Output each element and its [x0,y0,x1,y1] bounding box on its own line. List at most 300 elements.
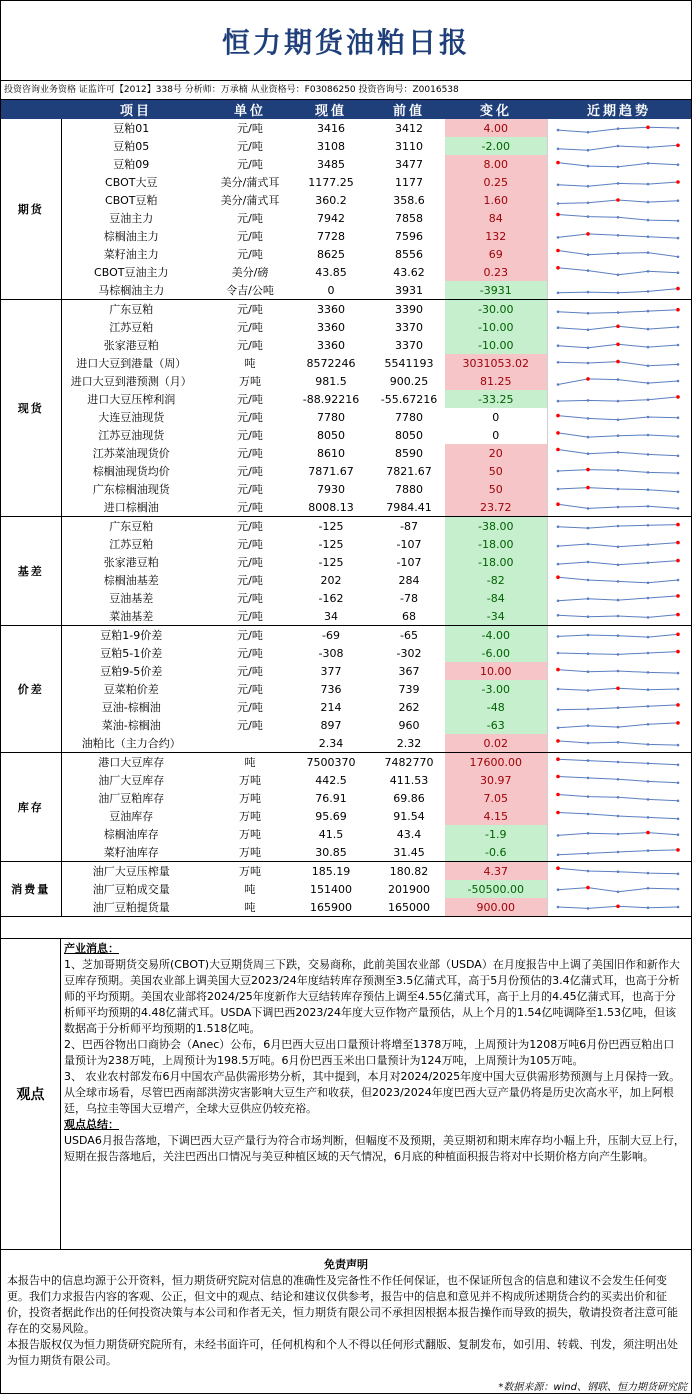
current-value-cell: 377 [320,664,342,678]
sparkline-point [616,687,620,691]
current-value-cell: 2.34 [289,734,373,753]
unit-cell: 元/吨 [211,498,289,517]
sparkline-point [676,633,680,637]
table-row [1,626,691,645]
item-cell: 豆粕01 [113,122,150,135]
previous-value-cell: 69.86 [393,791,425,805]
sparkline-point [616,706,619,709]
item-cell: CBOT豆粕 [105,194,158,207]
sparkline-point [586,149,589,152]
change-cell: -33.25 [445,390,547,408]
trend-cell [547,553,691,571]
summary-paragraph: USDA6月报告落地，下调巴西大豆产量行为符合市场判断，但幅度不及预期，美豆期初和期末库存均小幅上升，压制大豆上行，短期在报告落地后，关注巴西出口情况与美豆种植区域的天气情况，6月底的种植面积报告将对中长期价格方向产生影响。 [64,1134,685,1163]
trend-cell [547,191,691,209]
sparkline [548,245,688,263]
sparkline-point [586,886,590,890]
sparkline-point [676,344,679,347]
sparkline [548,843,688,861]
header-unit: 单位 [211,100,289,119]
sparkline [548,426,688,444]
item-cell: 油厂大豆压榨量 [92,865,170,878]
sparkline [548,589,688,607]
previous-value-cell: 411.53 [389,773,429,787]
sparkline-point [676,848,680,852]
sparkline-point [646,798,649,801]
sparkline-point [556,600,559,603]
change-cell: 69 [445,245,547,263]
sparkline [548,408,688,426]
table-row [1,408,691,426]
current-value-cell: 7500370 [306,755,356,769]
table-row [1,680,691,698]
news-paragraph-2: 2、巴西谷物出口商协会（Anec）公布，6月巴西大豆出口量预计将增至1378万吨，上周预计为1208万吨6月份巴西豆粕出口量预计为238万吨，上周预计为198.5万吨。6月份巴西玉米出口量预计为124万吨，上周预计为105万吨。 [64,1038,675,1067]
sparkline-point [676,764,679,767]
sparkline-point [556,652,559,655]
item-cell: 菜籽油库存 [61,843,211,862]
sparkline-point [556,292,559,295]
trend-cell [547,426,691,444]
trend-cell [547,880,691,898]
sparkline-point [616,546,619,549]
header-trend: 近期趋势 [547,100,691,119]
sparkline-point [616,198,620,202]
trend-cell [547,227,691,245]
table-row [1,698,691,716]
sparkline-point [676,416,679,419]
item-cell: 油厂豆粕库存 [98,792,165,805]
unit-cell: 万吨 [239,810,261,823]
unit-cell: 元/吨 [237,483,263,496]
sparkline [548,263,688,281]
sparkline-point [556,213,560,217]
unit-cell: 元/吨 [237,230,263,243]
current-value-cell: 7942 [317,211,345,225]
table-row [1,336,691,354]
unit-cell: 吨 [211,898,289,917]
previous-value-cell: 8050 [395,428,423,442]
trend-cell [547,734,691,753]
sparkline [548,191,688,209]
sparkline [548,734,688,752]
sparkline-point [646,290,649,293]
current-value-cell: 30.85 [289,843,373,862]
item-cell: 油厂豆粕成交量 [92,883,170,896]
unit-cell: 元/吨 [237,122,263,135]
sparkline [548,807,688,825]
trend-cell [547,173,691,191]
current-value-cell: 8050 [317,428,345,442]
previous-value-cell: 7984.41 [373,498,445,517]
sparkline-point [556,414,560,418]
sparkline [548,626,688,644]
table-row [1,843,691,862]
change-cell: 900.00 [445,898,547,917]
table-row [1,535,691,553]
change-cell: 23.72 [445,498,547,517]
table-row [1,318,691,336]
disclaimer-section [1,1251,691,1369]
current-value-cell: 8008.13 [289,498,373,517]
sparkline-point [586,131,589,134]
current-value-cell: 8625 [317,247,345,261]
change-cell: 81.25 [445,372,547,390]
sparkline [548,390,688,408]
sparkline-point [586,708,589,711]
sparkline-point [616,274,619,277]
sparkline-point [616,525,619,528]
table-row [1,480,691,498]
change-cell: -82 [445,571,547,589]
change-cell: 4.37 [445,862,547,881]
item-cell: 江苏豆油现货 [98,429,165,442]
sparkline-point [616,580,619,583]
sparkline [548,880,688,898]
change-cell: 3031053.02 [445,354,547,372]
sparkline-point [676,650,680,654]
trend-cell [547,408,691,426]
unit-cell: 元/吨 [237,321,263,334]
current-value-cell: 7780 [317,410,345,424]
sparkline-point [676,873,679,876]
sparkline-point [646,849,649,852]
current-value-cell: 3485 [317,157,345,171]
sparkline-point [616,653,619,656]
sparkline-point [556,727,559,730]
item-cell: CBOT大豆 [105,176,158,189]
sparkline-point [586,291,589,294]
sparkline-point [616,182,619,185]
sparkline-point [556,249,560,253]
unit-cell: 元/吨 [237,556,263,569]
sparkline [548,227,688,245]
sparkline-point [646,505,649,508]
opinion-category: 观点 [1,939,61,1249]
table-row [1,372,691,390]
sparkline-point [616,870,619,873]
previous-value-cell: 165000 [373,898,445,917]
change-cell: 0.02 [445,734,547,753]
sparkline [548,498,688,516]
sparkline-point [616,378,619,381]
current-value-cell: 7871.67 [308,464,354,478]
unit-cell: 元/吨 [237,447,263,460]
sparkline-point [616,905,620,909]
table-row [1,300,691,319]
category-cell: 期货 [1,119,61,300]
table-body [1,119,691,917]
previous-value-cell: 7858 [395,211,423,225]
sparkline [548,300,688,318]
current-value-cell: 3108 [317,139,345,153]
category-cell: 现货 [1,300,61,517]
sparkline-point [586,870,589,873]
sparkline-point [586,852,589,855]
sparkline-point [646,597,649,600]
sparkline-point [586,543,589,546]
table-row [1,173,691,191]
sparkline-point [646,201,649,204]
previous-value-cell: -78 [400,591,418,605]
table-row [1,263,691,281]
sparkline-point [556,431,560,435]
sparkline-point [556,129,559,132]
sparkline-point [646,235,649,238]
sparkline-point [646,434,649,437]
current-value-cell: -69 [322,628,340,642]
sparkline [548,698,688,716]
item-cell: 豆粕05 [113,140,150,153]
sparkline-point [676,163,679,166]
current-value-cell: 8610 [317,446,345,460]
change-cell: 132 [445,227,547,245]
trend-cell [547,716,691,734]
sparkline-point [556,311,559,314]
sparkline-point [616,506,619,509]
change-cell: 10.00 [445,662,547,680]
trend-cell [547,789,691,807]
sparkline-point [556,502,560,506]
sparkline-point [646,346,649,349]
sparkline-point [556,811,560,815]
unit-cell: 美分/蒲式耳 [220,176,280,189]
current-value-cell: -125 [318,537,344,551]
current-value-cell: 202 [320,573,342,587]
sparkline-point [646,831,650,835]
sparkline-point [556,236,559,239]
sparkline-point [616,469,619,472]
sparkline-point [646,416,649,419]
sparkline-point [676,613,680,617]
sparkline-point [616,761,619,764]
table-row [1,716,691,734]
trend-cell [547,807,691,825]
item-cell: 进口棕榈油 [61,498,211,517]
sparkline [548,716,688,734]
previous-value-cell: -87 [400,519,418,533]
sparkline-point [556,614,559,617]
sparkline-point [556,888,559,891]
current-value-cell: 897 [320,718,342,732]
current-value-cell: 360.2 [315,193,347,207]
sparkline-point [556,161,560,165]
sparkline [548,372,688,390]
current-value-cell: -125 [318,555,344,569]
item-cell: 江苏菜油现货价 [92,447,170,460]
sparkline-point [646,310,649,313]
item-cell: 豆粕09 [113,158,150,171]
sparkline-point [646,219,649,222]
sparkline-point [556,148,559,151]
sparkline-point [616,726,619,729]
sparkline-point [646,652,649,655]
sparkline-point [616,741,619,744]
sparkline-point [616,778,619,781]
sparkline-point [676,541,680,545]
trend-cell [547,209,691,227]
sparkline-point [586,362,589,365]
sparkline-point [616,564,619,567]
sparkline-point [556,834,559,837]
sparkline [548,444,688,462]
sparkline-point [616,833,619,836]
previous-value-cell: 7482770 [384,755,434,769]
table-row [1,426,691,444]
previous-value-cell: -55.67216 [380,392,438,406]
sparkline-point [586,689,589,692]
change-cell: -3931 [445,281,547,300]
sparkline [548,571,688,589]
title-box [1,1,691,81]
sparkline-point [646,382,649,385]
unit-cell: 令吉/公吨 [211,281,289,300]
trend-cell [547,372,691,390]
item-cell: 棕榈油主力 [103,230,159,243]
unit-cell: 元/吨 [237,429,263,442]
table-row [1,498,691,517]
sparkline-point [676,287,680,291]
sparkline-point [586,795,589,798]
current-value-cell: 34 [289,607,373,626]
sparkline [548,644,688,662]
trend-cell [547,300,691,319]
sparkline-point [616,815,619,818]
sparkline-point [676,256,679,259]
change-cell: -4.00 [445,626,547,645]
sparkline-point [646,524,649,527]
sparkline-point [586,232,590,236]
sparkline-point [586,165,589,168]
change-cell: -1.9 [445,825,547,843]
unit-cell: 元/吨 [237,212,263,225]
sparkline-point [586,202,589,205]
sparkline-point [556,775,560,779]
sparkline-point [556,906,559,909]
trend-cell [547,662,691,680]
unit-cell: 吨 [244,883,256,896]
category-cell: 价差 [1,626,61,753]
table-row [1,589,691,607]
sparkline-point [676,800,679,803]
trend-cell [547,390,691,408]
sparkline-point [616,434,619,437]
sparkline-point [646,146,649,149]
item-cell: 豆菜粕价差 [103,683,159,696]
sparkline-point [676,237,679,240]
table-header-row [1,100,691,119]
item-cell: 张家港豆粕 [103,556,159,569]
previous-value-cell: 1177 [395,175,423,189]
change-cell: 0.25 [445,173,547,191]
previous-value-cell: 7880 [395,482,423,496]
sparkline-point [586,652,589,655]
current-value-cell: 7930 [317,482,345,496]
sparkline-point [556,545,559,548]
sparkline-point [586,452,589,455]
sparkline-point [646,488,649,491]
trend-cell [547,155,691,173]
sparkline-point [586,561,589,564]
item-cell: 豆粕9-5价差 [100,665,163,678]
sparkline-point [646,671,649,674]
table-row [1,644,691,662]
unit-cell: 元/吨 [237,538,263,551]
header-item: 项目 [61,100,211,119]
sparkline-point [676,507,679,510]
table-row [1,862,691,881]
table-row [1,227,691,245]
sparkline-point [616,234,619,237]
sparkline [548,862,688,880]
unit-cell: 元/吨 [237,647,263,660]
sparkline-point [616,360,620,364]
sparkline-point [616,599,619,602]
sparkline-point [646,688,649,691]
sparkline-point [676,435,679,438]
table-row [1,771,691,789]
change-cell: -48 [445,698,547,716]
change-cell: 84 [445,209,547,227]
sparkline [548,480,688,498]
sparkline-point [646,762,649,765]
previous-value-cell: 3110 [395,139,423,153]
table-row [1,517,691,536]
current-value-cell: 3360 [317,320,345,334]
sparkline-point [676,308,680,312]
sparkline-point [646,453,649,456]
previous-value-cell: 201900 [388,882,430,896]
sparkline-point [616,292,619,295]
change-cell: 50 [445,462,547,480]
sparkline-point [676,271,679,274]
sparkline-point [586,185,589,188]
sparkline-point [676,127,679,130]
unit-cell: 元/吨 [237,140,263,153]
change-cell: -10.00 [445,336,547,354]
sparkline-point [586,777,589,780]
sparkline [548,535,688,553]
current-value-cell: 7728 [317,229,345,243]
summary-title: 观点总结： [64,1118,119,1131]
sparkline [548,753,688,771]
trend-cell [547,589,691,607]
sparkline-point [586,507,589,510]
news-paragraph-1: 1、芝加哥期货交易所(CBOT)大豆期货周三下跌，交易商称，此前美国农业部（USDA）在月度报告中上调了美国旧作和新作大豆库存预期。美国农业部上调美国大豆2023/24年度结转库存预测至3.5亿蒲式耳，高于5月份预估的3.4亿蒲式耳，也高于分析师的平均预期。美国农业部将2024/25年度新作大豆结转库存预估上调至4.55亿蒲式耳，高于上月的4.45亿蒲式耳，也高于分析师平均预期的4.48亿蒲式耳。USDA下调巴西2023/24年度大豆作物产量预估，从上个月的1.54亿吨调降至1.53亿吨，但该数据高于分析师平均预期的1.518亿吨。 [64,958,680,1035]
previous-value-cell: 7780 [395,410,423,424]
sparkline-point [676,199,679,202]
sparkline-point [556,184,559,187]
table-row [1,807,691,825]
trend-cell [547,137,691,155]
trend-cell [547,354,691,372]
sparkline [548,137,688,155]
sparkline-point [646,743,649,746]
item-cell: 豆粕5-1价差 [100,647,163,660]
disclaimer-title: 免责声明 [324,1258,368,1271]
current-value-cell: 3360 [317,302,345,316]
trend-cell [547,318,691,336]
sparkline-point [556,563,559,566]
sparkline [548,898,688,916]
unit-cell: 元/吨 [237,520,263,533]
trend-cell [547,462,691,480]
unit-cell: 万吨 [239,865,261,878]
header-previous: 前值 [373,100,445,119]
sparkline-point [676,818,679,821]
unit-cell: 元/吨 [237,465,263,478]
change-cell: -34 [445,607,547,626]
sparkline-point [616,851,619,854]
item-cell: 棕榈油基差 [103,574,159,587]
